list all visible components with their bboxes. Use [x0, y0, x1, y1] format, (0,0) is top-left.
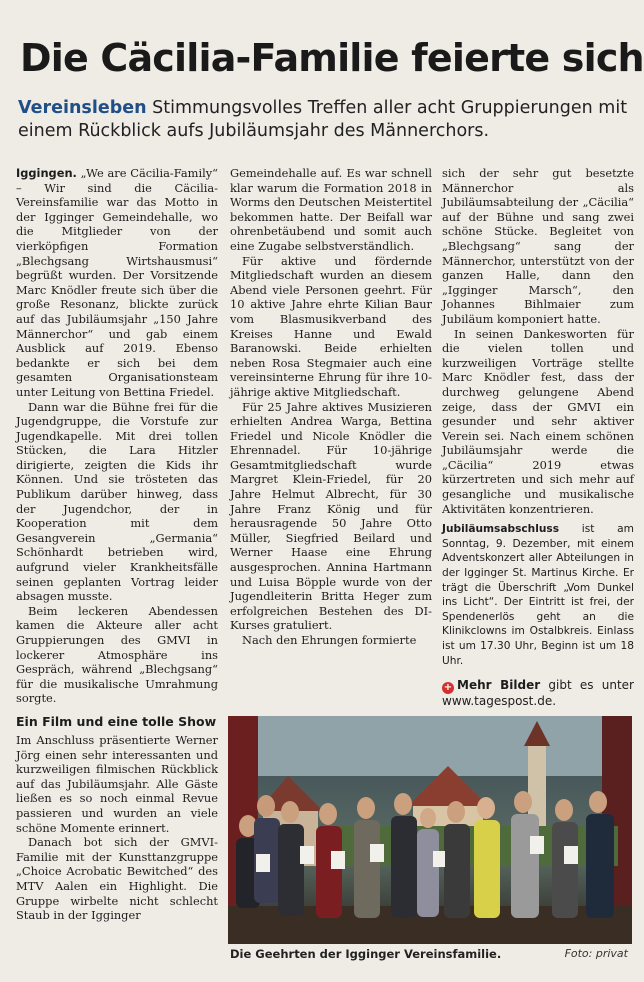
- group-photo: [228, 716, 632, 944]
- paragraph: Danach bot sich der GMVI-Familie mit der Kunsttanzgruppe „Choice Acrobatic Bewitched“ des MTV Aalen ein Highlight. Die Gruppe wirbelte nicht schlecht Staub in der Igginger: [16, 835, 218, 923]
- article-column-1: [16, 166, 218, 923]
- paragraph: Nach den Ehrungen formierte: [242, 633, 417, 647]
- paragraph: Iggingen. „We are Cäcilia-Family“ – Wir sind die Cäcilia-Vereinsfamilie war das Motto in der Igginger Gemeindehalle, wo die Mitglieder von der vierköpfigen Formation „Blechgsang Wirtshausmusi“ begrüßt wurden. Der Vorsitzende Marc Knödler freute sich über die große Resonanz, blickte zurück auf das Jubiläumsjahr „150 Jahre Männerchor“ und gab einem Ausblick auf 2019. Ebenso bedankte er sich bei dem gesamten Organisationsteam unter Leitung von Bettina Friedel.: [16, 166, 218, 399]
- paragraph: Für 25 Jahre aktives Musizieren erhielten Andrea Warga, Bettina Friedel und Nicole Knödler die Ehrennadel. Für 10-jährige Gesamtmitgliedschaft wurde Margret Klein-Friedel, für 20 Jahre Helmut Albrecht, für 30 Jahre Franz König und für herausragende 50 Jahre Otto Müller, Siegfried Beilard und Werner Haase eine Ehrung ausgesprochen. Annina Hartmann und Luisa Böpple wurde von der Jugendleiterin Britta Heger zum erfolgreichen Bestehen des DI-Kurses gratuliert.: [230, 399, 432, 633]
- event-info-box: [442, 522, 634, 668]
- group-photo-illustration: [228, 716, 632, 944]
- dateline: Iggingen.: [16, 166, 77, 180]
- headline: Die Cäcilia-Familie feierte sich: [20, 36, 644, 80]
- info-box-lead: Jubiläumsabschluss: [442, 523, 560, 536]
- paragraph: Beim leckeren Abendessen kamen die Akteure aller acht Gruppierungen des GMVI in lockerer Atmosphäre ins Gespräch, während „Blechgsang“ für die musikalische Umrahmung sorgte.: [16, 603, 218, 706]
- photo-caption: [230, 946, 632, 962]
- paragraph: Im Anschluss präsentierte Werner Jörg einen sehr interessanten und kurzweiligen filmischen Rückblick auf das Jubiläumsjahr. Alle Gäste ließen es so noch einmal Revue passieren und wurden an viele schöne Momente erinnert.: [16, 732, 218, 835]
- paragraph: sich der sehr gut besetzte Männerchor als Jubiläumsabteilung der „Cäcilia“ auf der Bühne und sang zwei schöne Stücke. Begleitet von „Blechgsang“ sang der Männerchor, unterstützt von der ganzen Halle, dann den „Igginger Marsch“, den Johannes Bihlmaier zum Jubiläum komponiert hatte.: [442, 166, 634, 326]
- paragraph: Dann war die Bühne frei für die Jugendgruppe, die Vorstufe zur Jugendkapelle. Mit drei tollen Stücken, die Lara Hitzler dirigierte, zeigten die Kids ihr Können. Und sie trösteten das Publikum darüber hinweg, dass der Jugendchor, der in Kooperation mit dem Gesangverein „Germania“ Schönhardt betrieben wird, aufgrund vieler Krankheitsfälle seinen geplanten Vortrag leider absagen musste.: [16, 399, 218, 604]
- info-box-text: ist am Sonntag, 9. Dezember, mit einem Adventskonzert aller Abteilungen in der Igginger St. Martinus Kirche. Er trägt die Überschrift „Vom Dunkel ins Licht“. Der Eintritt ist frei, der Spendenerlös geht an die Klinikclowns im Ostalbkreis. Einlass ist um 17.30 Uhr, Beginn ist um 18 Uhr.: [442, 523, 634, 667]
- article-column-2: [230, 166, 432, 648]
- article-column-3: [442, 166, 634, 709]
- plus-icon: +: [443, 682, 453, 694]
- more-pictures-lead: Mehr Bilder: [457, 678, 541, 693]
- caption-text: Die Geehrten der Igginger Vereinsfamilie.: [230, 947, 502, 961]
- subheadline: [18, 97, 628, 143]
- more-pictures-note: [442, 678, 634, 709]
- paragraph: In seinen Dankesworten für die vielen tollen und kurzweiligen Vorträge stellte Marc Knödler fest, dass der durchweg gelungene Abend zeige, dass der GMVI ein gesunder und sehr aktiver Verein sei. Nach einem schönen Jubiläumsjahr werde die „Cäcilia“ 2019 etwas kürzertreten und sich mehr auf gesangliche und musikalische Aktivitäten konzentrieren.: [442, 326, 634, 516]
- paragraph: Gemeindehalle auf. Es war schnell klar warum die Formation 2018 in Worms den Deutschen Meistertitel bekommen hatte. Der Beifall war ohrenbetäubend und somit auch eine Zugabe selbstverständlich.: [230, 166, 432, 253]
- subheading: Ein Film und eine tolle Show: [16, 713, 217, 729]
- photo-credit: Foto: privat: [564, 947, 628, 960]
- more-pictures-link[interactable]: gibt es unter www.tagespost.de.: [442, 678, 634, 709]
- paragraph: Für aktive und fördernde Mitgliedschaft wurden an diesem Abend viele Personen geehrt. Für 10 aktive Jahre ehrte Kilian Baur vom Blasmusikverband des Kreises Hanne und Ewald Baranowski. Beide erhielten neben Rosa Stegmaier auch eine vereinsinterne Ehrung für ihre 10-jährige aktive Mitgliedschaft.: [230, 253, 432, 399]
- section-kicker: Vereinsleben: [18, 98, 147, 118]
- subheadline-text: Stimmungsvolles Treffen aller acht Gruppierungen mit einem Rückblick aufs Jubiläumsjahr des Männerchors.: [18, 98, 628, 141]
